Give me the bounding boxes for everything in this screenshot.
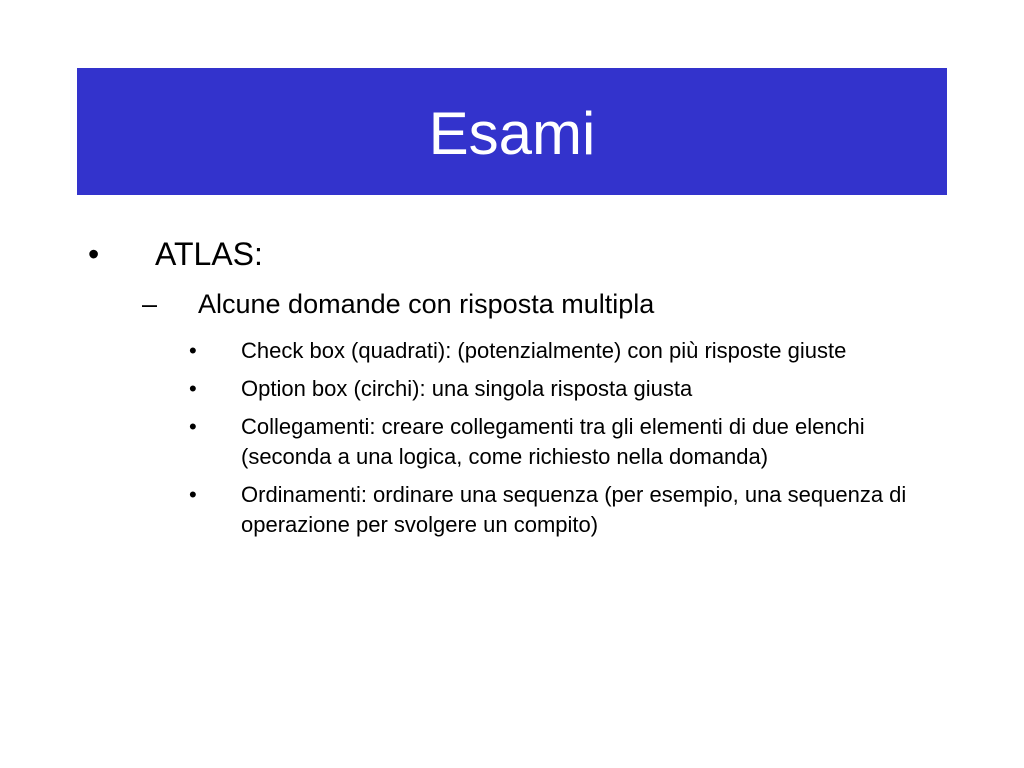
list-item bbox=[189, 336, 929, 366]
bullet-marker: • bbox=[189, 482, 197, 507]
slide-title: Esami bbox=[428, 99, 596, 167]
bullet-text-multiple-choice: Alcune domande con risposta multipla bbox=[198, 289, 655, 319]
list-item-text: Collegamenti: creare collegamenti tra gli elementi di due elenchi (seconda a una logica, come richiesto nella domanda) bbox=[241, 414, 865, 469]
title-bar bbox=[77, 68, 947, 195]
bullet-marker: • bbox=[189, 338, 197, 363]
list-item bbox=[189, 480, 929, 540]
list-item-text: Ordinamenti: ordinare una sequenza (per esempio, una sequenza di operazione per svolgere un compito) bbox=[241, 482, 907, 537]
list-item bbox=[189, 412, 929, 472]
bullet-text-atlas: ATLAS: bbox=[155, 236, 263, 272]
bullet-marker: • bbox=[88, 236, 100, 272]
dash-marker: – bbox=[142, 289, 158, 319]
bullet-marker: • bbox=[189, 376, 197, 401]
list-item-text: Option box (circhi): una singola risposta giusta bbox=[241, 376, 693, 401]
list-item-text: Check box (quadrati): (potenzialmente) con più risposte giuste bbox=[241, 338, 847, 363]
list-item bbox=[189, 374, 929, 404]
bullet-marker: • bbox=[189, 414, 197, 439]
sub-bullet-list bbox=[189, 336, 929, 548]
